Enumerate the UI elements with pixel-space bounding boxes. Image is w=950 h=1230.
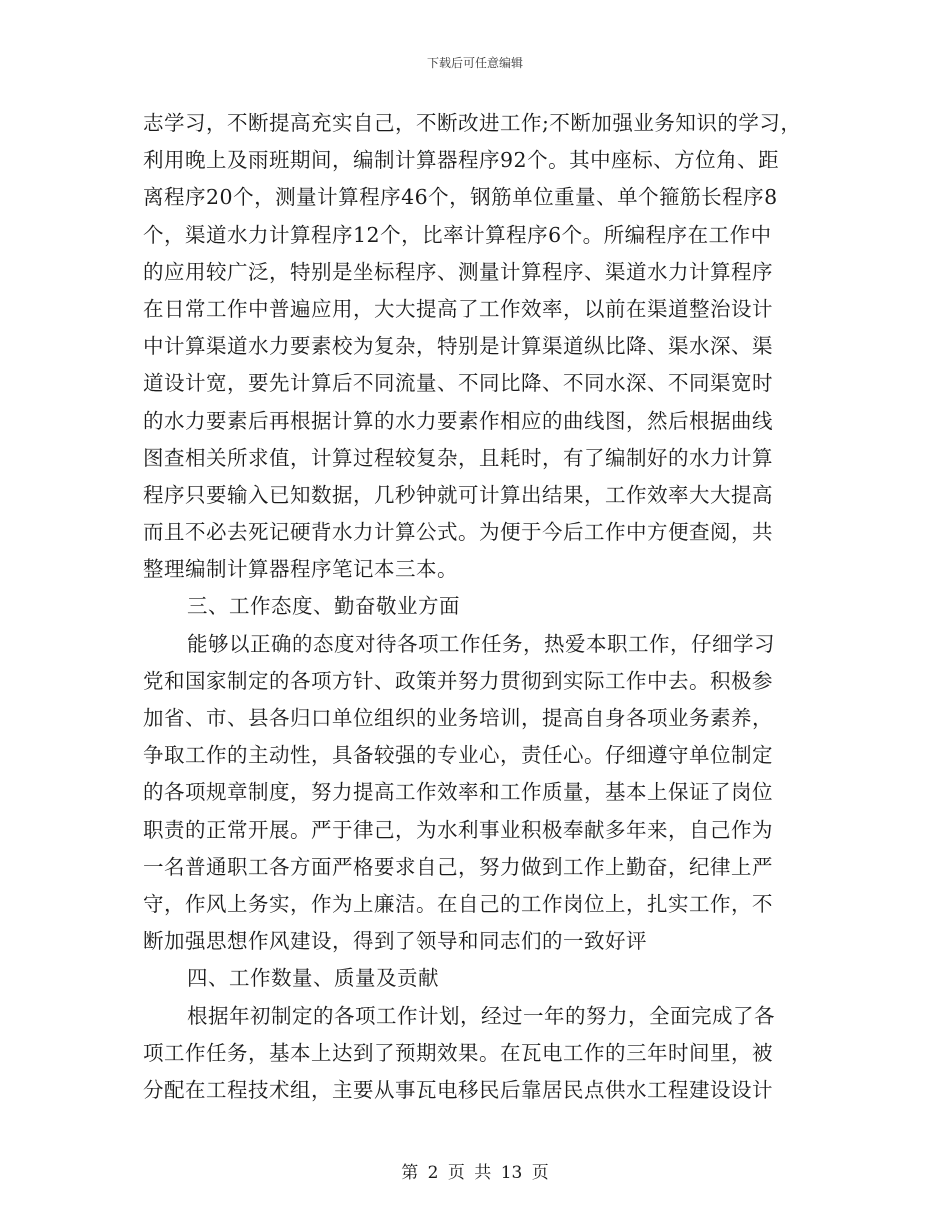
text-line: 能够以正确的态度对待各项工作任务，热爱本职工作，仔细学习 <box>187 631 775 656</box>
text-line: 图查相关所求值，计算过程较复杂，且耗时，有了编制好的水力计算 <box>143 445 773 470</box>
text-line: 的水力要素后再根据计算的水力要素作相应的曲线图，然后根据曲线 <box>143 408 773 433</box>
text-line: 在日常工作中普遍应用，大大提高了工作效率，以前在渠道整治设计 <box>143 296 773 321</box>
text-line: 利用晚上及雨班期间，编制计算器程序92个。其中座标、方位角、距 <box>143 148 780 173</box>
text-line: 而且不必去死记硬背水力计算公式。为便于今后工作中方便查阅，共 <box>143 520 773 545</box>
page-footer: 第 2 页 共 13 页 <box>401 1163 549 1183</box>
text-line: 一名普通职工各方面严格要求自己，努力做到工作上勤奋，纪律上严 <box>143 854 773 879</box>
text-line: 分配在工程技术组，主要从事瓦电移民后靠居民点供水工程建设设计 <box>143 1077 773 1102</box>
text-line: 三、工作态度、勤奋敬业方面 <box>187 594 460 619</box>
text-line: 党和国家制定的各项方针、政策并努力贯彻到实际工作中去。积极参 <box>143 668 773 693</box>
text-line: 四、工作数量、质量及贡献 <box>187 966 439 991</box>
text-line: 程序只要输入已知数据，几秒钟就可计算出结果，工作效率大大提高 <box>143 482 773 507</box>
text-line: 项工作任务，基本上达到了预期效果。在瓦电工作的三年时间里，被 <box>143 1040 773 1065</box>
text-line: 个，渠道水力计算程序12个，比率计算程序6个。所编程序在工作中 <box>143 222 772 247</box>
text-line: 志学习，不断提高充实自己，不断改进工作;不断加强业务知识的学习， <box>143 111 802 135</box>
text-line: 的各项规章制度，努力提高工作效率和工作质量，基本上保证了岗位 <box>143 780 773 805</box>
text-line: 守，作风上务实，作为上廉洁。在自己的工作岗位上，扎实工作，不 <box>143 891 773 916</box>
text-line: 断加强思想作风建设，得到了领导和同志们的一致好评 <box>143 929 647 954</box>
text-line: 离程序20个，测量计算程序46个，钢筋单位重量、单个箍筋长程序8 <box>143 185 778 210</box>
text-line: 整理编制计算器程序笔记本三本。 <box>143 557 458 582</box>
document-body <box>143 105 807 1109</box>
text-line: 道设计宽，要先计算后不同流量、不同比降、不同水深、不同渠宽时 <box>143 371 773 396</box>
text-line: 职责的正常开展。严于律己，为水利事业积极奉献多年来，自己作为 <box>143 817 773 842</box>
page-header: 下载后可任意编辑 <box>426 56 523 70</box>
text-line: 争取工作的主动性，具备较强的专业心，责任心。仔细遵守单位制定 <box>143 743 773 768</box>
text-line: 根据年初制定的各项工作计划，经过一年的努力，全面完成了各 <box>187 1003 775 1028</box>
text-line: 的应用较广泛，特别是坐标程序、测量计算程序、渠道水力计算程序 <box>143 259 773 284</box>
text-line: 中计算渠道水力要素校为复杂，特别是计算渠道纵比降、渠水深、渠 <box>143 334 773 359</box>
text-line: 加省、市、县各归口单位组织的业务培训，提高自身各项业务素养， <box>143 706 773 730</box>
